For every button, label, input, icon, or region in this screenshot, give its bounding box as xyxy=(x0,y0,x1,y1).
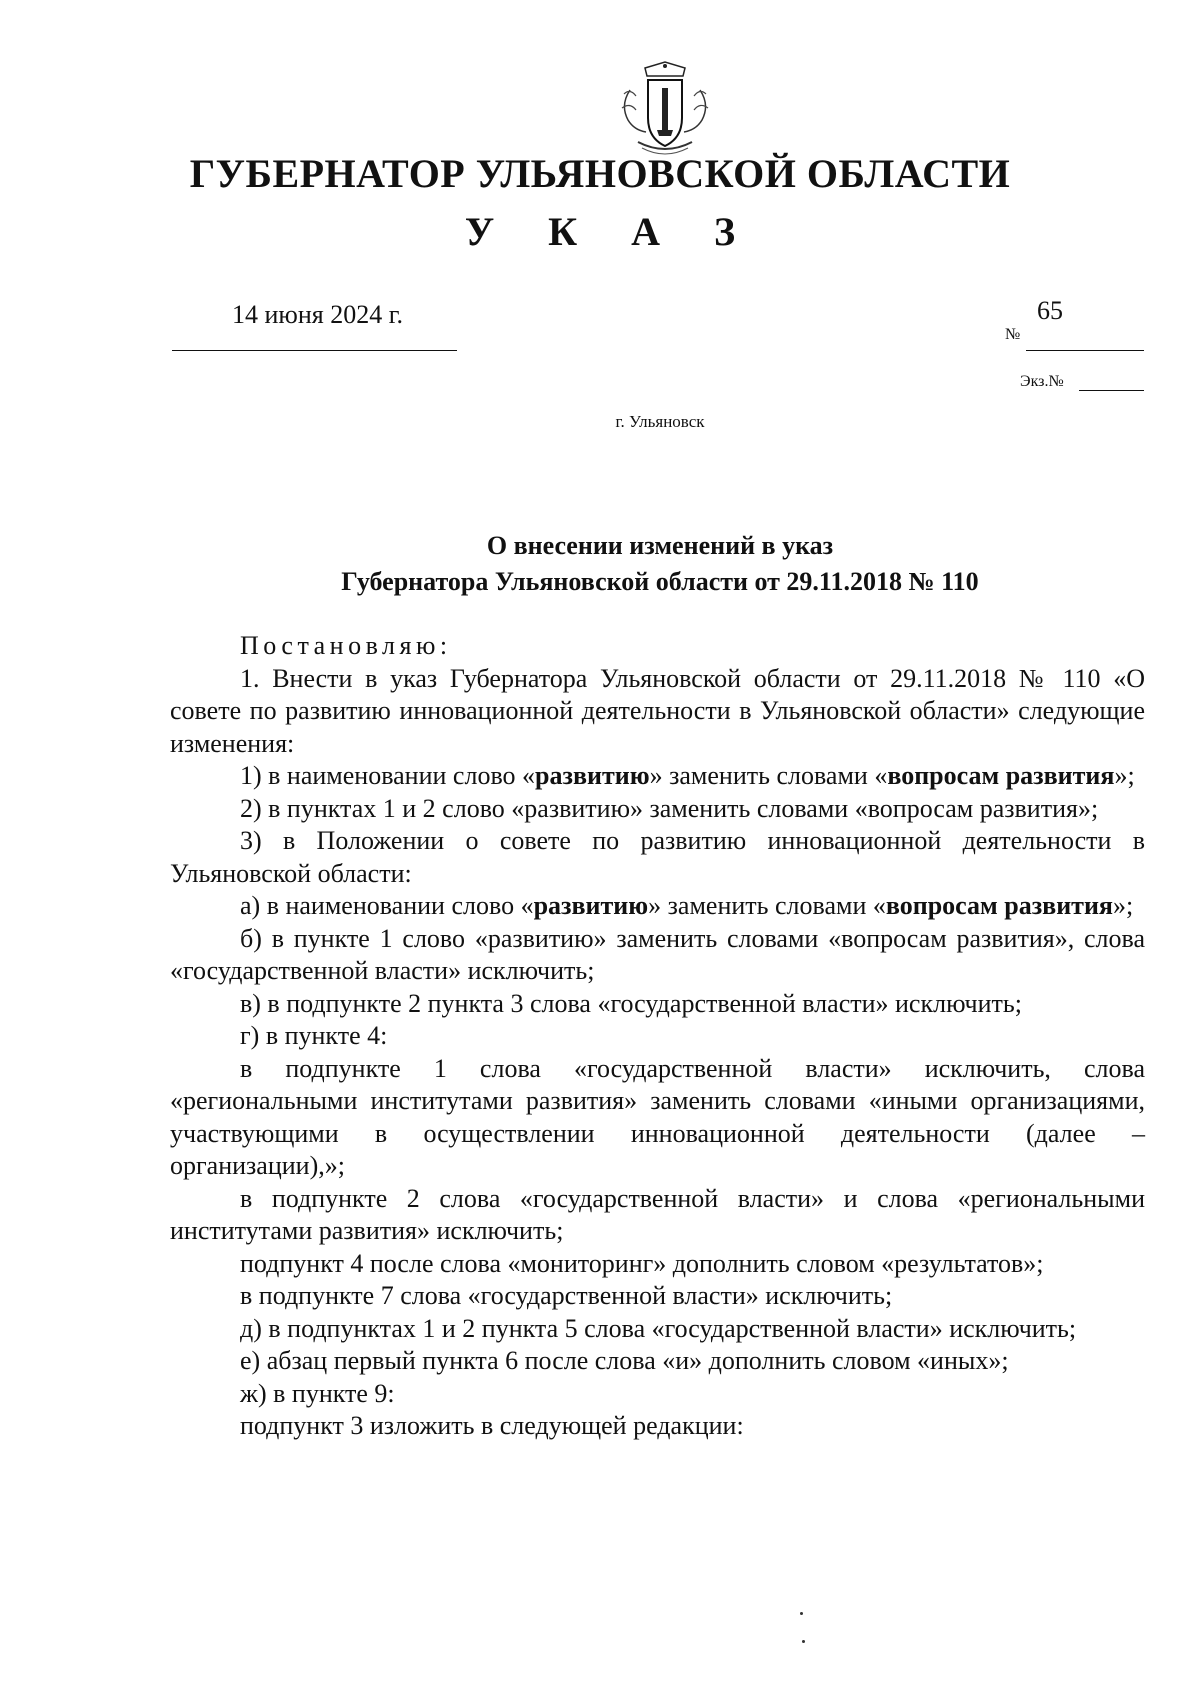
paragraph-sub-3g-3: подпункт 4 после слова «мониторинг» дополнить словом «результатов»; xyxy=(240,1248,1044,1278)
heading-line-1: О внесении изменений в указ xyxy=(486,531,834,560)
paragraph-sub-3a xyxy=(170,890,1145,923)
paragraph-sub-3g-1: в подпункте 1 слова «государственной власти» исключить, слова «региональными институтами развития» заменить словами «иными организациями, участвующими в осуществлении инновационной деятельности (далее – организации),»; xyxy=(170,1053,1145,1180)
number-underline xyxy=(1026,350,1144,351)
bold-term: развитию xyxy=(533,891,649,920)
copy-number-label: Экз.№ xyxy=(1020,373,1064,390)
coat-of-arms-emblem xyxy=(610,60,720,160)
text-run: 1) в наименовании слово « xyxy=(240,761,536,790)
text-run: » заменить словами « xyxy=(649,761,888,790)
paragraph-sub-3d: д) в подпунктах 1 и 2 пункта 5 слова «государственной власти» исключить; xyxy=(240,1313,1077,1343)
decree-word: Постановляю: xyxy=(240,631,452,660)
number-label: № xyxy=(1005,326,1021,343)
paragraph-sub-3g-2: в подпункте 2 слова «государственной власти» и слова «региональными институтами развития» исключить; xyxy=(170,1183,1145,1245)
document-city: г. Ульяновск xyxy=(615,412,705,431)
issuing-authority: ГУБЕРНАТОР УЛЬЯНОВСКОЙ ОБЛАСТИ xyxy=(189,151,1011,196)
paragraph-sub-3b: б) в пункте 1 слово «развитию» заменить словами «вопросам развития», слова «государственной власти» исключить; xyxy=(170,923,1145,985)
paragraph-sub-3zh-1: подпункт 3 изложить в следующей редакции: xyxy=(240,1411,744,1440)
paragraph-sub-2: 2) в пунктах 1 и 2 слово «развитию» заменить словами «вопросам развития»; xyxy=(240,793,1099,823)
bold-term: вопросам развития xyxy=(887,761,1115,790)
heading-line-2: Губернатора Ульяновской области от 29.11.2018 № 110 xyxy=(341,567,979,596)
paragraph-sub-3: 3) в Положении о совете по развитию инновационной деятельности в Ульяновской области: xyxy=(170,826,1145,888)
text-run: »; xyxy=(1114,761,1135,790)
document-date: 14 июня 2024 г. xyxy=(232,300,403,329)
paragraph-sub-3g: г) в пункте 4: xyxy=(240,1021,388,1050)
text-run: » заменить словами « xyxy=(648,891,886,920)
copy-number-underline xyxy=(1079,390,1144,391)
document-type: У К А З xyxy=(464,209,758,254)
paragraph-item-1: 1. Внести в указ Губернатора Ульяновской области от 29.11.2018 № 110 «О совете по развитию инновационной деятельности в Ульяновской области» следующие изменения: xyxy=(170,663,1145,758)
scan-speck xyxy=(800,1612,803,1615)
document-body xyxy=(170,630,1145,1443)
text-run: а) в наименовании слово « xyxy=(240,891,534,920)
bold-term: развитию xyxy=(535,761,650,790)
paragraph-sub-3e: е) абзац первый пункта 6 после слова «и» дополнить словом «иных»; xyxy=(240,1346,1009,1375)
document-heading xyxy=(0,528,1200,600)
document-number: 65 xyxy=(1037,296,1063,325)
scan-speck xyxy=(802,1640,805,1643)
paragraph-sub-3v: в) в подпункте 2 пункта 3 слова «государственной власти» исключить; xyxy=(240,988,1022,1018)
text-run: »; xyxy=(1113,891,1134,920)
paragraph-sub-3zh: ж) в пункте 9: xyxy=(240,1378,395,1408)
paragraph-sub-3g-4: в подпункте 7 слова «государственной власти» исключить; xyxy=(240,1281,893,1310)
date-underline xyxy=(172,350,457,351)
paragraph-sub-1 xyxy=(170,760,1145,793)
bold-term: вопросам развития xyxy=(885,891,1113,920)
